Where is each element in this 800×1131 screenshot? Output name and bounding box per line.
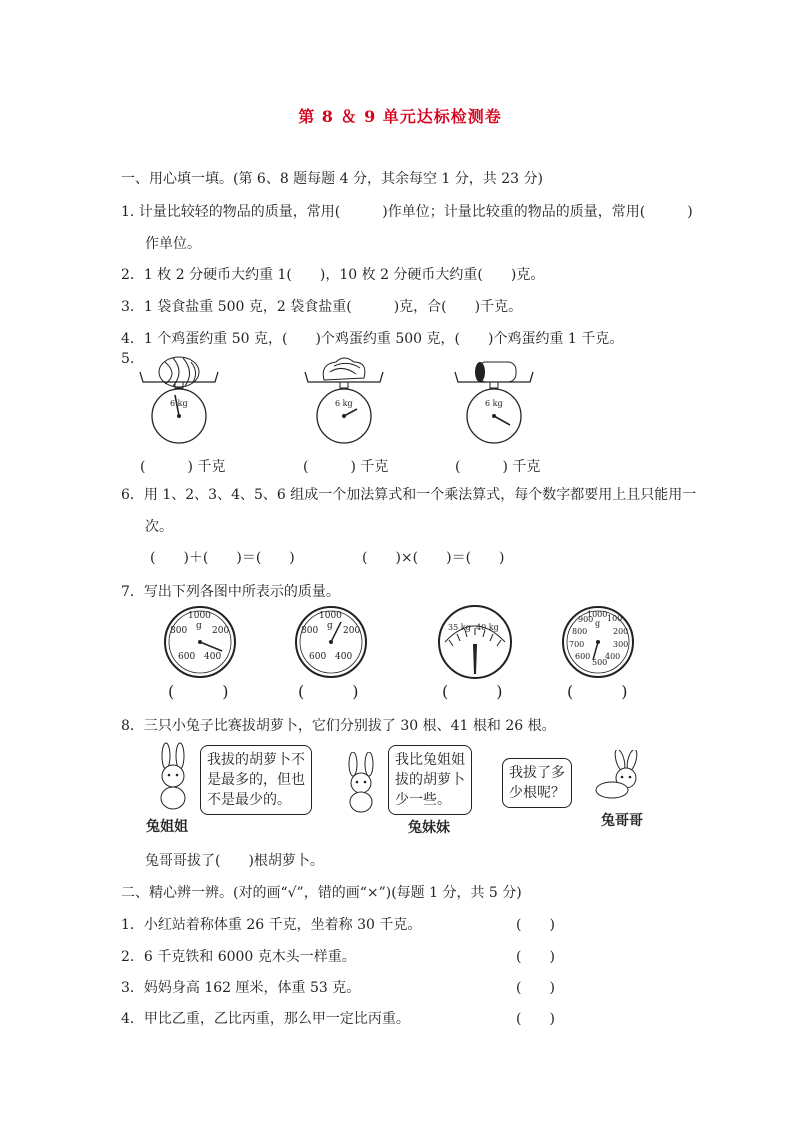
dial1-label: g [196, 621, 202, 631]
dial4-label: 200 [613, 627, 629, 636]
dial1-label: 1000 [188, 611, 211, 621]
dial4-label: 900 [578, 615, 594, 624]
judge-item-3: 3．妈妈身高 162 厘米，体重 53 克。 [121, 980, 361, 996]
answer-paren[interactable]: ( ) [516, 949, 555, 965]
dial2-label: 400 [335, 652, 353, 662]
dial4-label: 300 [613, 640, 629, 649]
speech-bubble-little-sister: 我比兔姐姐 拔的胡萝卜 少一些。 [388, 745, 472, 815]
dial4-label: 500 [592, 658, 608, 667]
dial1-label: 200 [212, 626, 230, 636]
dial1-label: 600 [178, 652, 196, 662]
dial4-label: 400 [605, 652, 621, 661]
dial1-label: 800 [170, 626, 188, 636]
q5-answer-blank[interactable]: ( ) 千克 [303, 459, 389, 475]
dial2-label: g [327, 621, 333, 631]
q1-text: 1. 计量比较轻的物品的质量，常用( )作单位；计量比较重的物品的质量，常用( ) [121, 204, 693, 220]
q7-answer-blank[interactable]: ( ) [442, 682, 503, 701]
q6-text-cont: 次。 [145, 519, 173, 535]
q7-answer-blank[interactable]: ( ) [168, 682, 229, 701]
dial2-label: 800 [301, 626, 319, 636]
answer-paren[interactable]: ( ) [516, 917, 555, 933]
dial1-label: 400 [204, 652, 222, 662]
rabbit-brother-name: 兔哥哥 [601, 813, 643, 829]
answer-paren[interactable]: ( ) [516, 1011, 555, 1027]
section2-header: 二、精心辨一辨。(对的画“√”，错的画“×”)(每题 1 分，共 5 分) [121, 885, 522, 901]
q1-text-cont: 作单位。 [145, 236, 201, 252]
q5-answer-blank[interactable]: ( ) 千克 [455, 459, 541, 475]
judge-item-4: 4．甲比乙重，乙比丙重，那么甲一定比丙重。 [121, 1011, 410, 1027]
q2-text: 2．1 枚 2 分硬币大约重 1( )，10 枚 2 分硬币大约重( )克。 [121, 267, 545, 283]
judge-item-1: 1．小红站着称体重 26 千克，坐着称 30 千克。 [121, 917, 422, 933]
dial3-label: 35 kg [448, 623, 471, 632]
dial2-label: 600 [309, 652, 327, 662]
q7-answer-blank[interactable]: ( ) [298, 682, 359, 701]
dial4-label: g [595, 619, 601, 628]
dial4-label: 600 [575, 652, 591, 661]
scale3-unit: 6 kg [485, 399, 503, 408]
dial4-label: 1000 [587, 610, 608, 619]
section1-header: 一、用心填一填。(第 6、8 题每题 4 分，其余每空 1 分，共 23 分) [121, 171, 543, 187]
q4-text: 4．1 个鸡蛋约重 50 克，( )个鸡蛋约重 500 克，( )个鸡蛋约重 1 千克。 [121, 331, 624, 347]
scale1-unit: 6 kg [170, 399, 188, 408]
q3-text: 3．1 袋食盐重 500 克，2 袋食盐重( )克，合( )千克。 [121, 299, 523, 315]
q8-answer[interactable]: 兔哥哥拔了( )根胡萝卜。 [145, 853, 324, 869]
q7-answer-blank[interactable]: ( ) [567, 682, 628, 701]
q6-addition-equation[interactable]: ( )＋( )＝( ) [150, 550, 295, 566]
rabbit-sister-name: 兔姐姐 [146, 819, 188, 835]
q7-text: 7．写出下列各图中所表示的质量。 [121, 584, 340, 600]
speech-bubble-brother: 我拔了多 少根呢？ [502, 758, 572, 808]
rabbit-little-sister-name: 兔妹妹 [408, 820, 450, 836]
dial2-label: 1000 [319, 611, 342, 621]
q5-number: 5. [121, 351, 135, 367]
q8-text: 8．三只小兔子比赛拔胡萝卜，它们分别拔了 30 根、41 根和 26 根。 [121, 718, 556, 734]
q5-answer-blank[interactable]: ( ) 千克 [140, 459, 226, 475]
q6-multiplication-equation[interactable]: ( )×( )＝( ) [362, 550, 505, 566]
dial-3 [435, 604, 515, 680]
judge-item-2: 2．6 千克铁和 6000 克木头一样重。 [121, 949, 356, 965]
answer-paren[interactable]: ( ) [516, 980, 555, 996]
q6-text: 6．用 1、2、3、4、5、6 组成一个加法算式和一个乘法算式，每个数字都要用上且只能用一 [121, 487, 697, 503]
dial4-label: 800 [572, 627, 588, 636]
speech-bubble-sister: 我拔的胡萝卜不 是最多的，但也 不是最少的。 [200, 745, 312, 815]
rabbit-little-sister-illustration [338, 752, 384, 814]
rabbit-brother-illustration [590, 750, 650, 802]
dial2-label: 200 [343, 626, 361, 636]
rabbit-sister-illustration [150, 742, 196, 812]
dial3-label: 40 kg [476, 623, 499, 632]
dial4-label: 100 [607, 614, 623, 623]
page-title: 第 8 ＆ 9 单元达标检测卷 [298, 107, 502, 126]
dial4-label: 700 [569, 640, 585, 649]
scale2-unit: 6 kg [335, 399, 353, 408]
